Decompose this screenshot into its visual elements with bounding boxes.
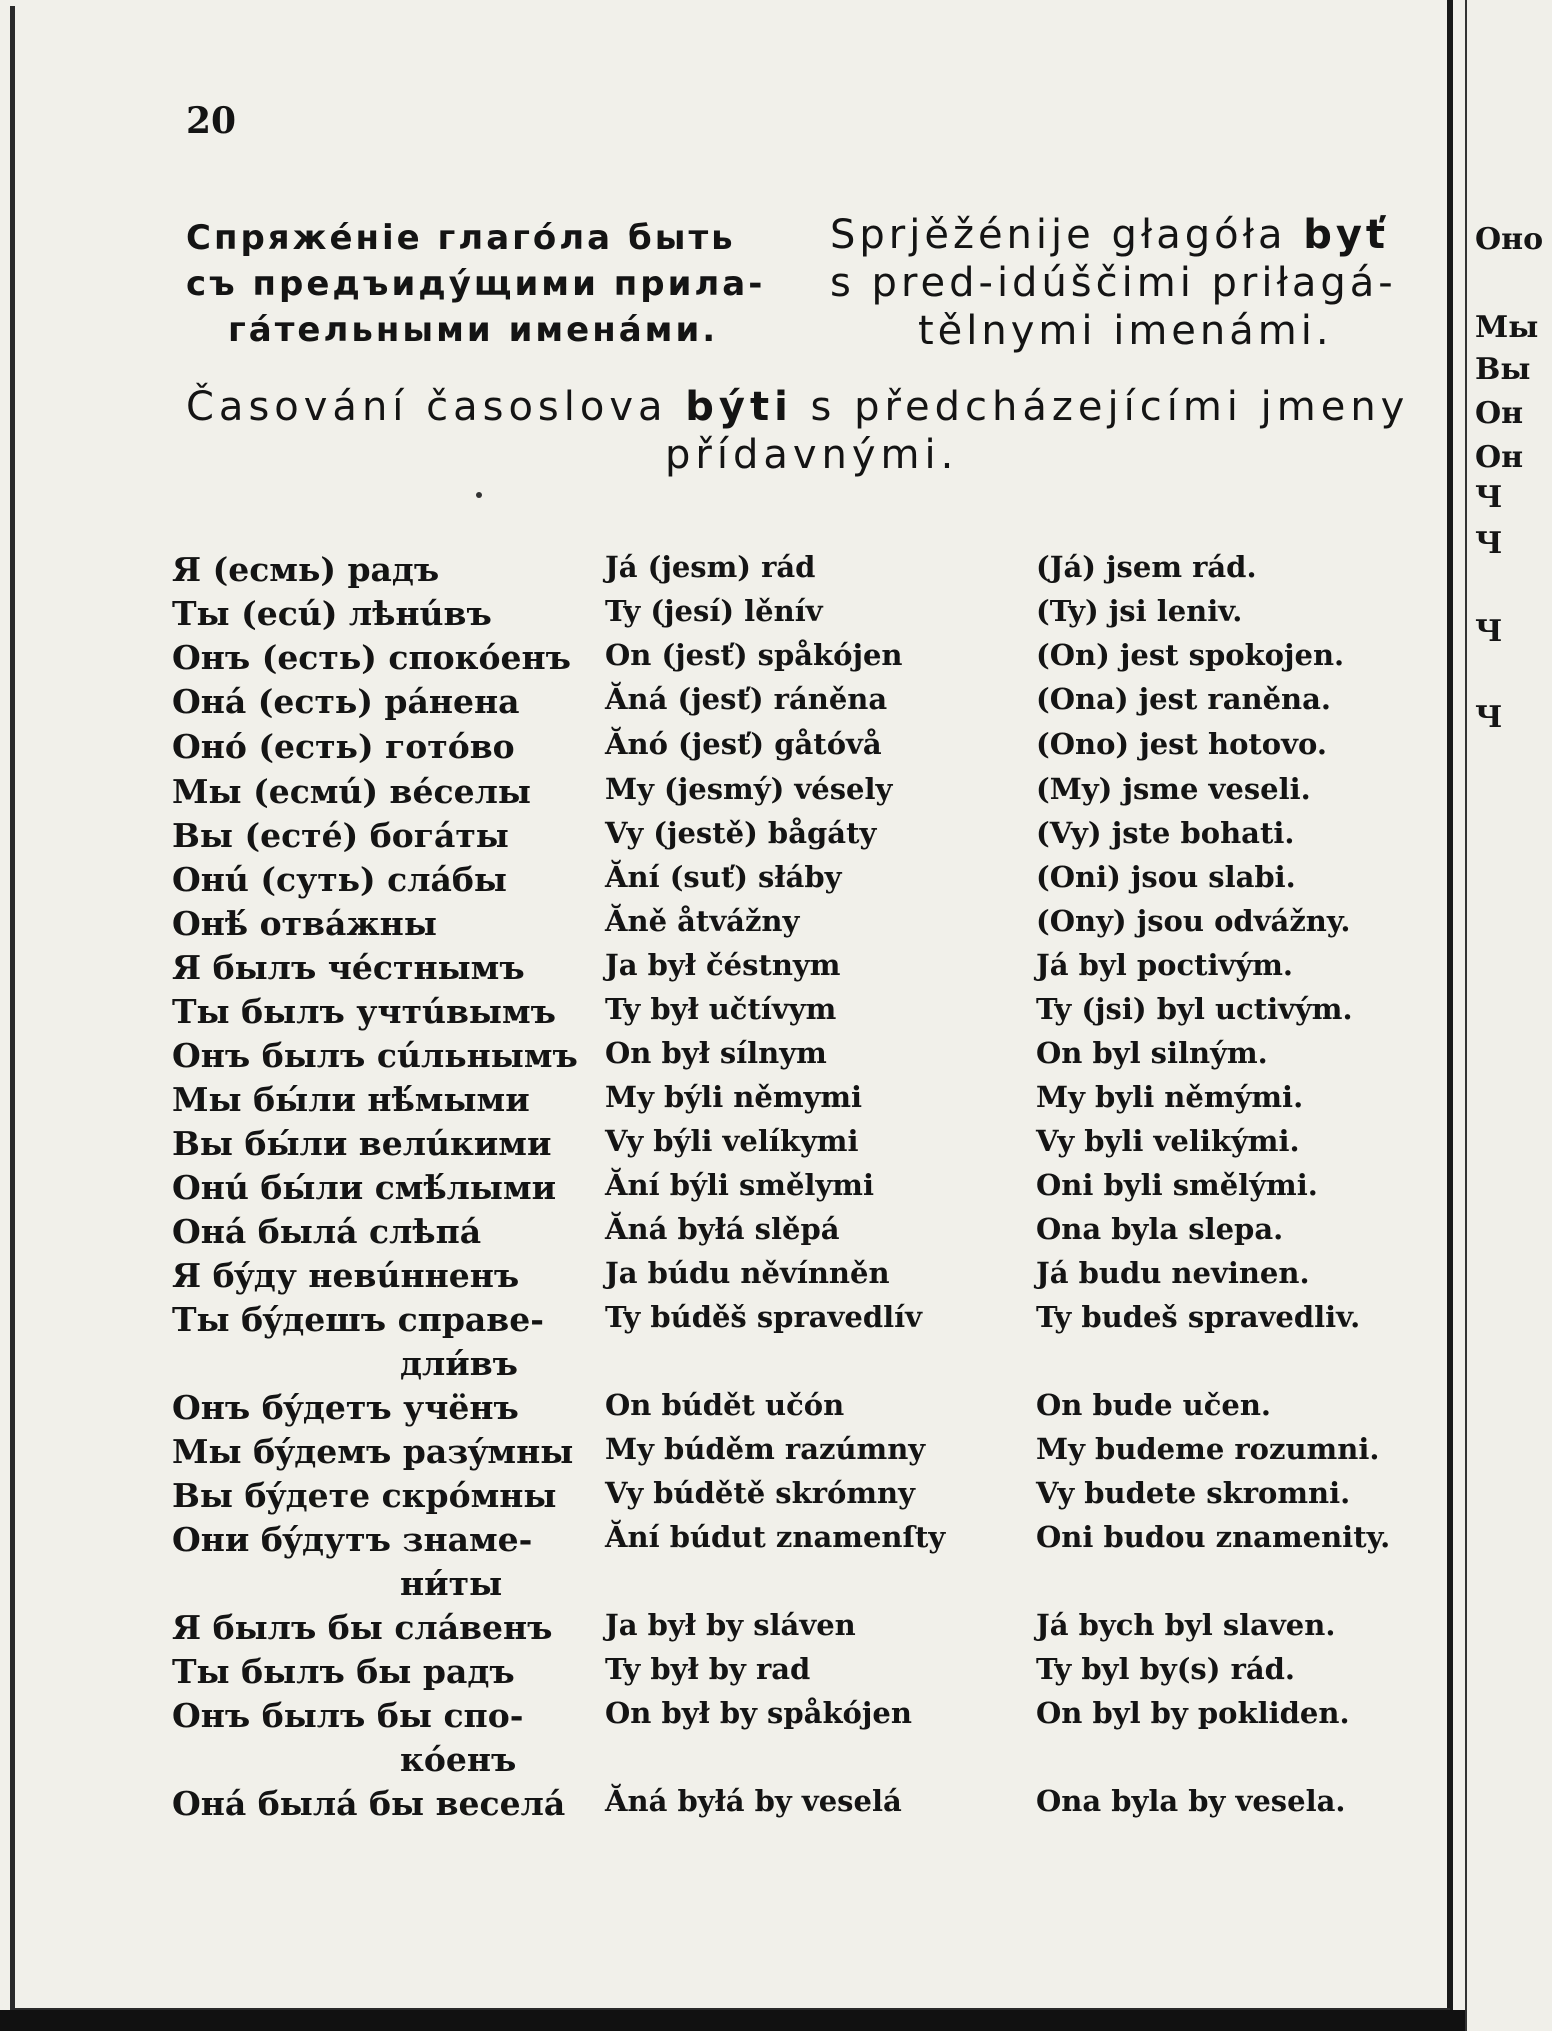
russian-form-continuation: кóенъ: [400, 1740, 517, 1779]
czech-form: (Ono) jest hotovo.: [1036, 727, 1327, 761]
czech-form: (Oni) jsou slabi.: [1036, 860, 1296, 894]
slavic-transliteration: Vy búdětě skrómny: [605, 1476, 915, 1510]
heading-ru-line3: гáтельными именáми.: [228, 310, 719, 350]
czech-form: (Ona) jest raněna.: [1036, 682, 1332, 716]
heading-cz1-line1-text: Sprjěžénije głagóła: [830, 212, 1304, 258]
slavic-transliteration: My býli němymi: [605, 1080, 863, 1114]
slavic-transliteration: Ja búdu něvínněn: [605, 1256, 890, 1290]
russian-form: Я (есмь) радъ: [172, 550, 440, 589]
czech-form: Já bych byl slaven.: [1036, 1608, 1336, 1642]
russian-form: Онъ былъ бы спо-: [172, 1696, 524, 1735]
table-row: [0, 1652, 1440, 1696]
next-page-fragment: Он: [1475, 396, 1524, 431]
russian-form: Я былъ чéстнымъ: [172, 948, 525, 987]
table-row: [0, 1036, 1440, 1080]
table-row: [0, 1124, 1440, 1168]
heading-cz2-line2: přídavnými.: [665, 432, 959, 478]
table-row: [0, 1696, 1440, 1779]
czech-form: Já byl poctivým.: [1036, 948, 1294, 982]
russian-form: Ты (есú) лѣнúвъ: [172, 594, 492, 633]
russian-form: Они бýдутъ знаме-: [172, 1520, 533, 1559]
czech-form: (Ty) jsi leniv.: [1036, 594, 1243, 628]
heading-cz2-line1: [186, 384, 1409, 430]
page-edge-bottom: [10, 2008, 1450, 2010]
slavic-transliteration: On búdět učón: [605, 1388, 845, 1422]
next-page-edge: [1465, 0, 1552, 2031]
slavic-transliteration: Ty búděš spravedlív: [605, 1300, 922, 1334]
table-row: [0, 948, 1440, 992]
slavic-transliteration: Ty był učtívym: [605, 992, 837, 1026]
table-row: [0, 1388, 1440, 1432]
slavic-transliteration: Vy (jestě) bågáty: [605, 816, 877, 850]
slavic-transliteration: Já (jesm) rád: [605, 550, 816, 584]
czech-form: (Vy) jste bohati.: [1036, 816, 1295, 850]
table-row: [0, 860, 1440, 904]
heading-cz1-line1: [830, 212, 1389, 258]
czech-form: On byl by pokliden.: [1036, 1696, 1350, 1730]
slavic-transliteration: Ăní býli smělymi: [605, 1168, 874, 1202]
table-row: [0, 1256, 1440, 1300]
russian-form: Ты былъ бы радъ: [172, 1652, 515, 1691]
slavic-transliteration: Vy býli velíkymi: [605, 1124, 859, 1158]
page-edge-right: [1447, 0, 1453, 2010]
heading-cz1-line1-bold: byť: [1303, 212, 1390, 258]
page-number: 20: [186, 100, 237, 142]
heading-cz1-line2: s pred-idúščimi priłagá-: [830, 260, 1397, 306]
table-row: [0, 727, 1440, 771]
russian-form: Онá былá бы веселá: [172, 1784, 566, 1823]
czech-form: Ty byl by(s) rád.: [1036, 1652, 1296, 1686]
russian-form: Онú (суть) слáбы: [172, 860, 507, 899]
slavic-transliteration: My (jesmý) vésely: [605, 772, 893, 806]
czech-form: On bude učen.: [1036, 1388, 1272, 1422]
slavic-transliteration: Ja był by sláven: [605, 1608, 856, 1642]
czech-form: Ty (jsi) byl uctivým.: [1036, 992, 1353, 1026]
slavic-transliteration: Ăná byłá by veselá: [605, 1784, 902, 1818]
table-row: [0, 1784, 1440, 1828]
russian-form: Я бýду невúнненъ: [172, 1256, 520, 1295]
russian-form: Онá былá слѣпá: [172, 1212, 482, 1251]
czech-form: My budeme rozumni.: [1036, 1432, 1380, 1466]
next-page-fragment: Оно: [1475, 222, 1544, 257]
slavic-transliteration: Ăní búdut znamenſty: [605, 1520, 946, 1554]
table-row: [0, 1080, 1440, 1124]
russian-form: Ты былъ учтúвымъ: [172, 992, 556, 1031]
russian-form: Мы бы́ли нѣ́мыми: [172, 1080, 530, 1119]
russian-form: Вы (естé) богáты: [172, 816, 509, 855]
russian-form: Ты бýдешъ справе-: [172, 1300, 544, 1339]
slavic-transliteration: Ja był čéstnym: [605, 948, 841, 982]
czech-form: Vy byli velikými.: [1036, 1124, 1300, 1158]
slavic-transliteration: On (jesť) spåkójen: [605, 638, 903, 672]
czech-form: On byl silným.: [1036, 1036, 1268, 1070]
next-page-fragment: Вы: [1475, 352, 1531, 387]
russian-form: Вы бýдете скрóмны: [172, 1476, 557, 1515]
table-row: [0, 1608, 1440, 1652]
slavic-transliteration: On był sílnym: [605, 1036, 827, 1070]
russian-form: Онѣ́ отвáжны: [172, 904, 437, 943]
russian-form: Онъ (есть) спокóенъ: [172, 638, 571, 677]
next-page-fragment: Ч: [1475, 480, 1503, 515]
next-page-fragment: Он: [1475, 440, 1524, 475]
slavic-transliteration: Ăně åtvážny: [605, 904, 800, 938]
czech-form: (My) jsme veseli.: [1036, 772, 1311, 806]
czech-form: Oni byli smělými.: [1036, 1168, 1318, 1202]
russian-form: Онú бы́ли смѣ́лыми: [172, 1168, 557, 1207]
heading-ru-line2: съ предъидýщими прила-: [186, 264, 766, 304]
heading-cz2-line1-text: Časování časoslova: [186, 384, 686, 430]
russian-form: Оно́ (есть) готóво: [172, 727, 515, 766]
slavic-transliteration: My búděm razúmny: [605, 1432, 926, 1466]
slavic-transliteration: On był by spåkójen: [605, 1696, 912, 1730]
slavic-transliteration: Ăná byłá slěpá: [605, 1212, 840, 1246]
czech-form: Ona byla slepa.: [1036, 1212, 1284, 1246]
table-row: [0, 1476, 1440, 1520]
next-page-fragment: Ч: [1475, 700, 1503, 735]
table-row: [0, 1300, 1440, 1383]
russian-form: Мы (есмú) вéселы: [172, 772, 531, 811]
table-row: [0, 682, 1440, 726]
heading-ru-line1: Спряжéніе глагóла быть: [186, 218, 736, 258]
russian-form: Вы бы́ли велúкими: [172, 1124, 552, 1163]
table-row: [0, 594, 1440, 638]
slavic-transliteration: Ănó (jesť) gåtóvå: [605, 727, 882, 761]
next-page-fragment: Мы: [1475, 310, 1539, 345]
slavic-transliteration: Ăní (suť) słáby: [605, 860, 842, 894]
table-row: [0, 1432, 1440, 1476]
russian-form: Онъ былъ сúльнымъ: [172, 1036, 578, 1075]
next-page-fragment: Ч: [1475, 614, 1503, 649]
czech-form: Já budu nevinen.: [1036, 1256, 1310, 1290]
russian-form: Я былъ бы слáвенъ: [172, 1608, 553, 1647]
czech-form: (Ony) jsou odvážny.: [1036, 904, 1351, 938]
heading-cz2-line1-bold: býti: [685, 384, 793, 430]
table-row: [0, 1520, 1440, 1603]
slavic-transliteration: Ăná (jesť) ráněna: [605, 682, 888, 716]
czech-form: Oni budou znamenity.: [1036, 1520, 1391, 1554]
table-row: [0, 550, 1440, 594]
czech-form: Vy budete skromni.: [1036, 1476, 1351, 1510]
heading-cz2-line1-tail: s předcházejícími jmeny: [792, 384, 1410, 430]
russian-form: Онá (есть) рáнена: [172, 682, 520, 721]
table-row: [0, 1168, 1440, 1212]
table-row: [0, 1212, 1440, 1256]
czech-form: (Já) jsem rád.: [1036, 550, 1257, 584]
table-row: [0, 904, 1440, 948]
next-page-fragment: Ч: [1475, 526, 1503, 561]
table-row: [0, 638, 1440, 682]
russian-form: Онъ бýдетъ учёнъ: [172, 1388, 519, 1427]
table-row: [0, 992, 1440, 1036]
russian-form-continuation: дли́въ: [400, 1344, 518, 1383]
russian-form-continuation: ни́ты: [400, 1564, 503, 1603]
ink-speck: [476, 492, 482, 498]
table-row: [0, 772, 1440, 816]
slavic-transliteration: Ty był by rad: [605, 1652, 811, 1686]
czech-form: Ty budeš spravedliv.: [1036, 1300, 1361, 1334]
russian-form: Мы бýдемъ разýмны: [172, 1432, 574, 1471]
table-row: [0, 816, 1440, 860]
czech-form: (On) jest spokojen.: [1036, 638, 1345, 672]
czech-form: My byli němými.: [1036, 1080, 1304, 1114]
slavic-transliteration: Ty (jesí) lěnív: [605, 594, 823, 628]
heading-cz1-line3: tělnymi imenámi.: [918, 308, 1333, 354]
czech-form: Ona byla by vesela.: [1036, 1784, 1346, 1818]
